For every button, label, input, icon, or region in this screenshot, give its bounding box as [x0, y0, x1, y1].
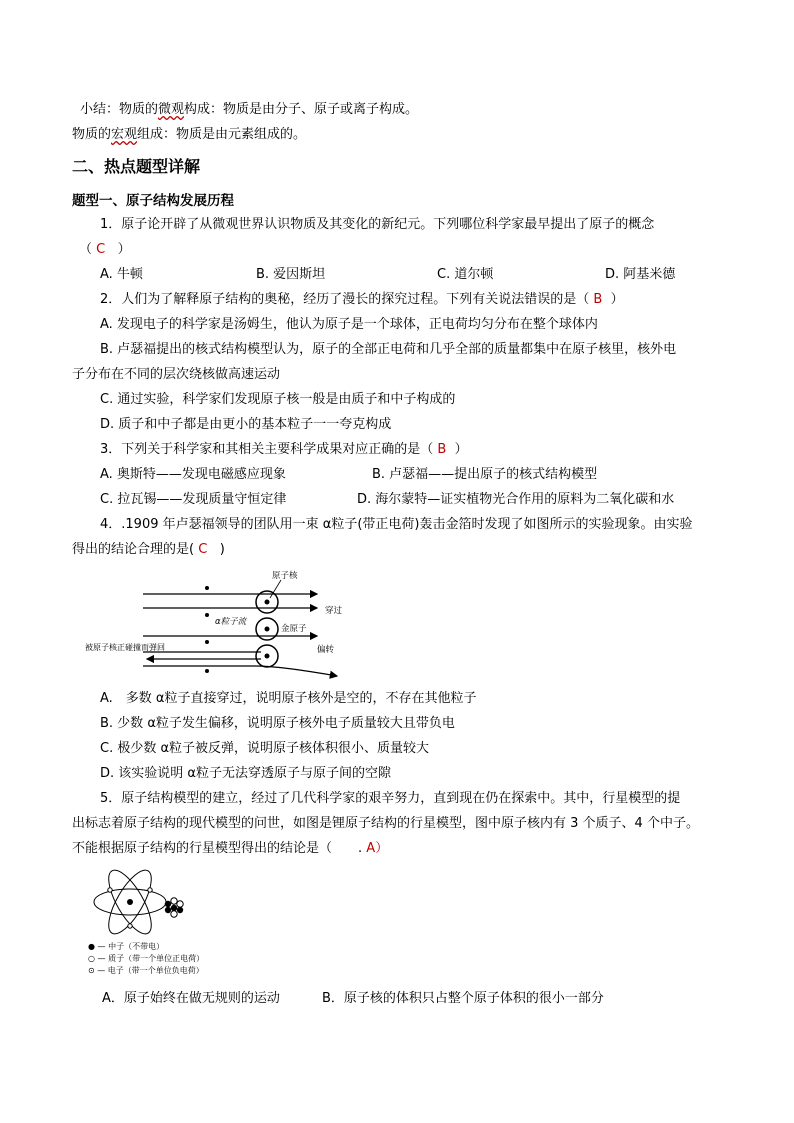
- q3-stem: 3．下列关于科学家和其相关主要科学成果对应正确的是（ B ）: [100, 442, 468, 457]
- nucleus-dot: [265, 654, 270, 659]
- q3-option-d: D. 海尔蒙特—证实植物光合作用的原料为二氧化碳和水: [357, 492, 675, 507]
- q4-option-b: B. 少数 α粒子发生偏移，说明原子核外电子质量较大且带负电: [100, 716, 455, 731]
- label-nucleus: 原子核: [272, 571, 298, 581]
- micro-term: 微观: [158, 102, 185, 117]
- q2-stem: 2．人们为了解释原子结构的奥秘，经历了漫长的探究过程。下列有关说法错误的是（ B ）: [100, 292, 624, 307]
- label-gold: 金原子: [281, 624, 307, 634]
- q5-stem-line2: 出标志着原子结构的现代模型的问世，如图是锂原子结构的行星模型，图中原子核内有 3 个质子、4 个中子。: [72, 816, 699, 831]
- lithium-atom-model: [88, 864, 198, 942]
- q1-option-a: A. 牛顿: [100, 267, 143, 282]
- q3-answer: B: [437, 442, 447, 457]
- q5-stem-line3: 不能根据原子结构的行星模型得出的结论是（ . A）: [72, 841, 389, 856]
- deflect-arrow: [143, 666, 337, 676]
- q3-option-a: A. 奥斯特——发现电磁感应现象: [100, 467, 286, 482]
- q1-option-c: C. 道尔顿: [437, 267, 494, 282]
- electron-icon: [108, 888, 112, 892]
- section-title: 二、热点题型详解: [72, 157, 201, 176]
- label-alpha: α粒子流: [215, 617, 247, 627]
- label-pass: 穿过: [325, 606, 343, 616]
- nucleus-dot: [265, 600, 270, 605]
- q2-option-d: D. 质子和中子都是由更小的基本粒子一一夸克构成: [100, 417, 392, 432]
- q2-option-a: A. 发现电子的科学家是汤姆生，他认为原子是一个球体，正电荷均匀分布在整个球体内: [100, 317, 598, 332]
- q5-option-b: B．原子核的体积只占整个原子体积的很小一部分: [322, 991, 604, 1006]
- q1-option-d: D. 阿基米德: [605, 267, 676, 282]
- summary-line-2: 物质的宏观组成：物质是由元素组成的。: [72, 127, 307, 142]
- legend-neutron: ● — 中子（不带电）: [88, 942, 165, 951]
- label-deflect: 偏转: [317, 645, 335, 655]
- q5-stem-line1: 5．原子结构模型的建立，经过了几代科学家的艰辛努力，直到现在仍在探索中。其中，行星模型的提: [100, 791, 681, 806]
- q1-answer: C: [96, 242, 106, 257]
- rutherford-experiment-figure: [85, 568, 360, 680]
- legend-electron: ⊙ — 电子（带一个单位负电荷）: [88, 966, 204, 975]
- electron-icon: [128, 924, 132, 928]
- type-title: 题型一、原子结构发展历程: [72, 193, 234, 209]
- nucleus-cluster-icon: [165, 898, 183, 917]
- q4-stem-line2: 得出的结论合理的是( C ): [72, 542, 225, 557]
- q3-option-b: B. 卢瑟福——提出原子的核式结构模型: [372, 467, 598, 482]
- q2-option-b-line1: B. 卢瑟福提出的核式结构模型认为，原子的全部正电荷和几乎全部的质量都集中在原子核里，核外电: [100, 342, 677, 357]
- electron-icon: [148, 888, 152, 892]
- nucleus-dot: [265, 627, 270, 632]
- q1-stem: 1．原子论开辟了从微观世界认识物质及其变化的新纪元。下列哪位科学家最早提出了原子的概念: [100, 217, 655, 232]
- q2-answer: B: [593, 292, 603, 307]
- q4-stem-line1: 4．.1909 年卢瑟福领导的团队用一束 α粒子(带正电荷)轰击金箔时发现了如图所示的实验现象。由实验: [100, 517, 693, 532]
- q1-option-b: B. 爱因斯坦: [256, 267, 326, 282]
- q4-option-a: A. 多数 α粒子直接穿过，说明原子核外是空的，不存在其他粒子: [100, 691, 477, 706]
- summary-line-1: 小结：物质的微观构成：物质是由分子、原子或离子构成。: [80, 102, 419, 117]
- q4-answer: C: [198, 542, 208, 557]
- macro-term: 宏观: [111, 127, 138, 142]
- nucleus-dot: [127, 899, 133, 905]
- label-bounce: 被原子核正碰撞而弹回: [85, 643, 165, 652]
- q4-option-c: C. 极少数 α粒子被反弹，说明原子核体积很小、质量较大: [100, 741, 430, 756]
- q2-option-c: C. 通过实验，科学家们发现原子核一般是由质子和中子构成的: [100, 392, 456, 407]
- q1-answer-line: （ C ）: [79, 242, 131, 257]
- q5-option-a: A．原子始终在做无规则的运动: [102, 991, 280, 1006]
- q4-option-d: D. 该实验说明 α粒子无法穿透原子与原子间的空隙: [100, 766, 391, 781]
- q5-answer: A: [366, 841, 376, 856]
- q3-option-c: C. 拉瓦锡——发现质量守恒定律: [100, 492, 287, 507]
- legend-proton: ○ — 质子（带一个单位正电荷）: [88, 954, 205, 963]
- q2-option-b-line2: 子分布在不同的层次绕核做高速运动: [72, 367, 281, 382]
